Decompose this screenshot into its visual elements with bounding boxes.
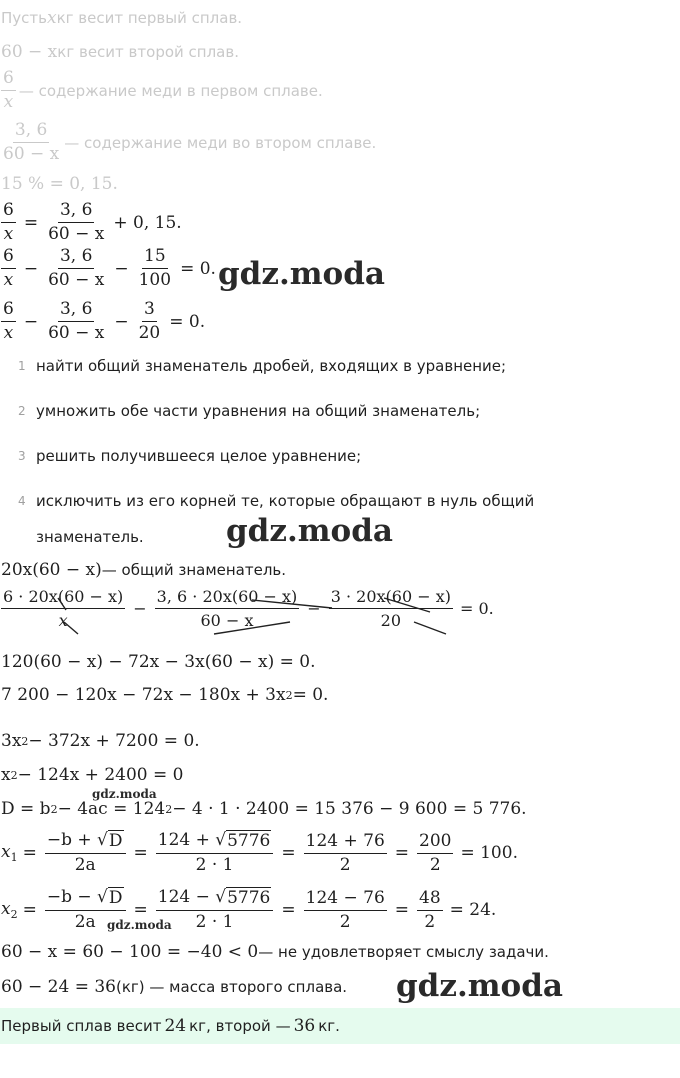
multiplied-equation xyxy=(1,586,494,631)
denominator: 2 xyxy=(424,911,436,932)
intro-text: — содержание меди во втором сплаве. xyxy=(64,133,377,152)
exponent: 2 xyxy=(50,802,58,816)
operator: − xyxy=(114,311,129,332)
exponent: 2 xyxy=(10,768,18,782)
math-expression: 60 − x xyxy=(1,42,58,62)
variable-x: x xyxy=(1,842,11,862)
step-3 xyxy=(18,445,361,467)
answer-text: кг, второй — xyxy=(189,1017,291,1035)
subscript: 1 xyxy=(10,851,18,864)
check-line-1 xyxy=(1,942,549,962)
operator: = xyxy=(23,212,39,233)
answer-number: 24 xyxy=(164,1016,187,1036)
sqrt: √ 5776 xyxy=(215,887,271,908)
explanation-text: — не удовлетворяет смыслу задачи. xyxy=(258,943,549,961)
operator: − xyxy=(23,258,39,279)
answer-box xyxy=(0,1008,680,1044)
denominator: 2 · 1 xyxy=(195,912,234,932)
numerator xyxy=(45,830,126,854)
denominator: 2 xyxy=(339,854,351,875)
numerator: 200 xyxy=(417,831,453,854)
math-expression: 60 − x = 60 − 100 = −40 < 0 xyxy=(1,942,259,962)
sqrt: √ D xyxy=(97,887,123,908)
fraction xyxy=(1,68,16,113)
denominator: 60 − x xyxy=(48,270,105,290)
intro-line-2 xyxy=(1,42,239,62)
expanded-equation xyxy=(1,685,328,705)
step-number: 3 xyxy=(18,449,26,463)
step-number: 2 xyxy=(18,404,26,418)
radicand: D xyxy=(108,888,123,908)
fraction xyxy=(417,831,453,876)
variable-x: x xyxy=(1,899,11,919)
watermark: gdz.moda xyxy=(396,968,563,1004)
operator: = xyxy=(22,900,37,920)
numerator: 48 xyxy=(417,888,443,911)
operator: − xyxy=(114,258,129,279)
numerator-part: −b − xyxy=(46,887,98,907)
math-expression: + 0, 15. xyxy=(113,212,182,233)
numerator: 3, 6 xyxy=(58,246,94,269)
math-expression: = 0. xyxy=(292,685,329,705)
answer-text: кг. xyxy=(318,1017,340,1035)
operator: − xyxy=(307,599,321,618)
math-expression: − 372x + 7200 = 0. xyxy=(28,731,200,751)
operator: − xyxy=(23,311,39,332)
numerator: 6 xyxy=(1,68,16,91)
numerator: 124 − 76 xyxy=(304,888,387,911)
explanation-text: (кг) — масса второго сплава. xyxy=(116,978,348,996)
quadratic-equation xyxy=(1,731,200,751)
denominator: 60 − x xyxy=(3,144,60,164)
numerator: 124 + 76 xyxy=(304,831,387,854)
watermark: gdz.moda xyxy=(218,256,385,292)
simplified-quadratic xyxy=(1,765,183,785)
fraction xyxy=(1,586,125,631)
denominator: x xyxy=(3,270,14,290)
step-text-line-2: знаменатель. xyxy=(36,528,144,546)
denominator: 2 · 1 xyxy=(195,855,234,875)
math-expression: 15 % = 0, 15. xyxy=(1,174,118,194)
root-label xyxy=(1,842,18,864)
numerator: 3 · 20x(60 − x) xyxy=(329,586,453,609)
numerator: 3 xyxy=(142,299,157,322)
intro-text: — содержание меди в первом сплаве. xyxy=(18,81,323,100)
denominator: 60 − x xyxy=(200,611,254,630)
fraction xyxy=(304,831,387,876)
denominator: 2a xyxy=(74,912,96,932)
step-text: найти общий знаменатель дробей, входящих в уравнение; xyxy=(36,357,507,375)
fraction xyxy=(46,246,106,291)
fraction xyxy=(156,830,274,876)
numerator: 3, 6 · 20x(60 − x) xyxy=(155,586,300,609)
sqrt: √ 5776 xyxy=(215,830,271,851)
math-expression: = 0. xyxy=(169,311,206,332)
denominator: 2 xyxy=(429,854,441,875)
step-text-line-1: исключить из его корней те, которые обращают в нуль общий xyxy=(36,492,535,510)
operator: = xyxy=(133,843,148,863)
radicand: D xyxy=(108,831,123,851)
fraction xyxy=(46,200,106,245)
fraction xyxy=(1,246,16,291)
numerator: 6 xyxy=(1,200,16,223)
operator: = xyxy=(22,843,37,863)
radicand: 5776 xyxy=(227,831,271,851)
common-denominator-line xyxy=(1,560,286,580)
math-expression: x xyxy=(1,765,11,785)
operator: = xyxy=(133,900,148,920)
radicand: 5776 xyxy=(227,888,271,908)
numerator: 6 xyxy=(1,246,16,269)
variable-x: x xyxy=(46,8,57,28)
numerator-part: 124 − xyxy=(157,887,216,907)
math-expression: − 4ac = 124 xyxy=(57,799,166,819)
intro-line-5 xyxy=(1,174,118,194)
operator: − xyxy=(133,599,147,618)
subscript: 2 xyxy=(10,908,18,921)
step-number: 4 xyxy=(18,494,26,508)
answer-number: 36 xyxy=(293,1016,316,1036)
step-number: 1 xyxy=(18,359,26,373)
exponent: 2 xyxy=(21,734,29,748)
math-expression: 60 − 24 = 36 xyxy=(1,977,116,997)
watermark: gdz.moda xyxy=(92,787,157,801)
intro-text: кг весит второй сплав. xyxy=(57,43,239,61)
equation-3 xyxy=(1,299,205,344)
reduced-equation xyxy=(1,652,316,672)
watermark: gdz.moda xyxy=(226,513,393,549)
step-2 xyxy=(18,400,480,422)
numerator: 6 xyxy=(1,299,16,322)
numerator: 6 · 20x(60 − x) xyxy=(1,586,125,609)
fraction xyxy=(1,299,16,344)
operator: = xyxy=(394,900,410,920)
explanation-text: — общий знаменатель. xyxy=(101,561,287,579)
intro-line-3 xyxy=(1,68,323,113)
step-text: решить получившееся целое уравнение; xyxy=(36,447,362,465)
math-expression: = 0. xyxy=(459,599,494,618)
intro-text: Пусть xyxy=(1,9,47,27)
fraction xyxy=(137,299,163,344)
fraction xyxy=(45,830,126,876)
math-expression: D = b xyxy=(1,799,51,819)
watermark: gdz.moda xyxy=(107,918,172,932)
answer-text: Первый сплав весит xyxy=(1,1017,162,1035)
sqrt: √ D xyxy=(97,830,123,851)
denominator: x xyxy=(3,323,14,343)
denominator: 60 − x xyxy=(48,224,105,244)
denominator: x xyxy=(58,611,68,630)
equation-2 xyxy=(1,246,216,291)
numerator-part: 124 + xyxy=(157,830,216,850)
numerator: 3, 6 xyxy=(58,299,94,322)
fraction xyxy=(1,120,61,165)
fraction xyxy=(137,246,173,291)
denominator: 20 xyxy=(380,611,402,630)
exponent: 2 xyxy=(285,688,293,702)
fraction xyxy=(156,887,274,933)
fraction xyxy=(1,200,16,245)
math-expression: − 124x + 2400 = 0 xyxy=(17,765,184,785)
fraction xyxy=(155,586,300,631)
intro-line-1 xyxy=(1,8,242,28)
math-expression: = 24. xyxy=(449,900,497,920)
denominator: 20 xyxy=(138,323,161,343)
fraction xyxy=(46,299,106,344)
operator: = xyxy=(394,843,410,863)
step-text: умножить обе части уравнения на общий знаменатель; xyxy=(36,402,481,420)
numerator: 15 xyxy=(142,246,168,269)
math-expression: 20x(60 − x) xyxy=(1,560,102,580)
equation-1 xyxy=(1,200,182,245)
numerator: 3, 6 xyxy=(58,200,94,223)
intro-line-4 xyxy=(1,120,376,165)
numerator-part: −b + xyxy=(46,830,98,850)
fraction xyxy=(304,888,387,933)
step-1 xyxy=(18,355,506,377)
operator: = xyxy=(281,900,296,920)
discriminant-line xyxy=(1,799,527,819)
root-label xyxy=(1,899,18,921)
denominator: x xyxy=(3,224,14,244)
numerator xyxy=(156,887,274,911)
root-x2-line xyxy=(1,887,496,933)
denominator: 2 xyxy=(339,911,351,932)
denominator: 60 − x xyxy=(48,323,105,343)
math-expression: = 0. xyxy=(180,258,216,279)
check-line-2 xyxy=(1,977,347,997)
math-expression: = 100. xyxy=(460,843,518,863)
denominator: 2a xyxy=(74,855,96,875)
math-expression: 3x xyxy=(1,731,22,751)
intro-text: кг весит первый сплав. xyxy=(56,9,243,27)
math-expression: − 4 · 1 · 2400 = 15 376 − 9 600 = 5 776. xyxy=(172,799,527,819)
denominator: x xyxy=(3,92,14,112)
denominator: 100 xyxy=(138,270,172,290)
math-expression: 7 200 − 120x − 72x − 180x + 3x xyxy=(1,685,286,705)
root-x1-line xyxy=(1,830,518,876)
fraction xyxy=(417,888,443,933)
numerator: 3, 6 xyxy=(13,120,49,143)
numerator xyxy=(156,830,274,854)
fraction xyxy=(329,586,453,631)
math-expression: 120(60 − x) − 72x − 3x(60 − x) = 0. xyxy=(1,652,316,672)
numerator xyxy=(45,887,126,911)
exponent: 2 xyxy=(165,802,173,816)
operator: = xyxy=(281,843,296,863)
